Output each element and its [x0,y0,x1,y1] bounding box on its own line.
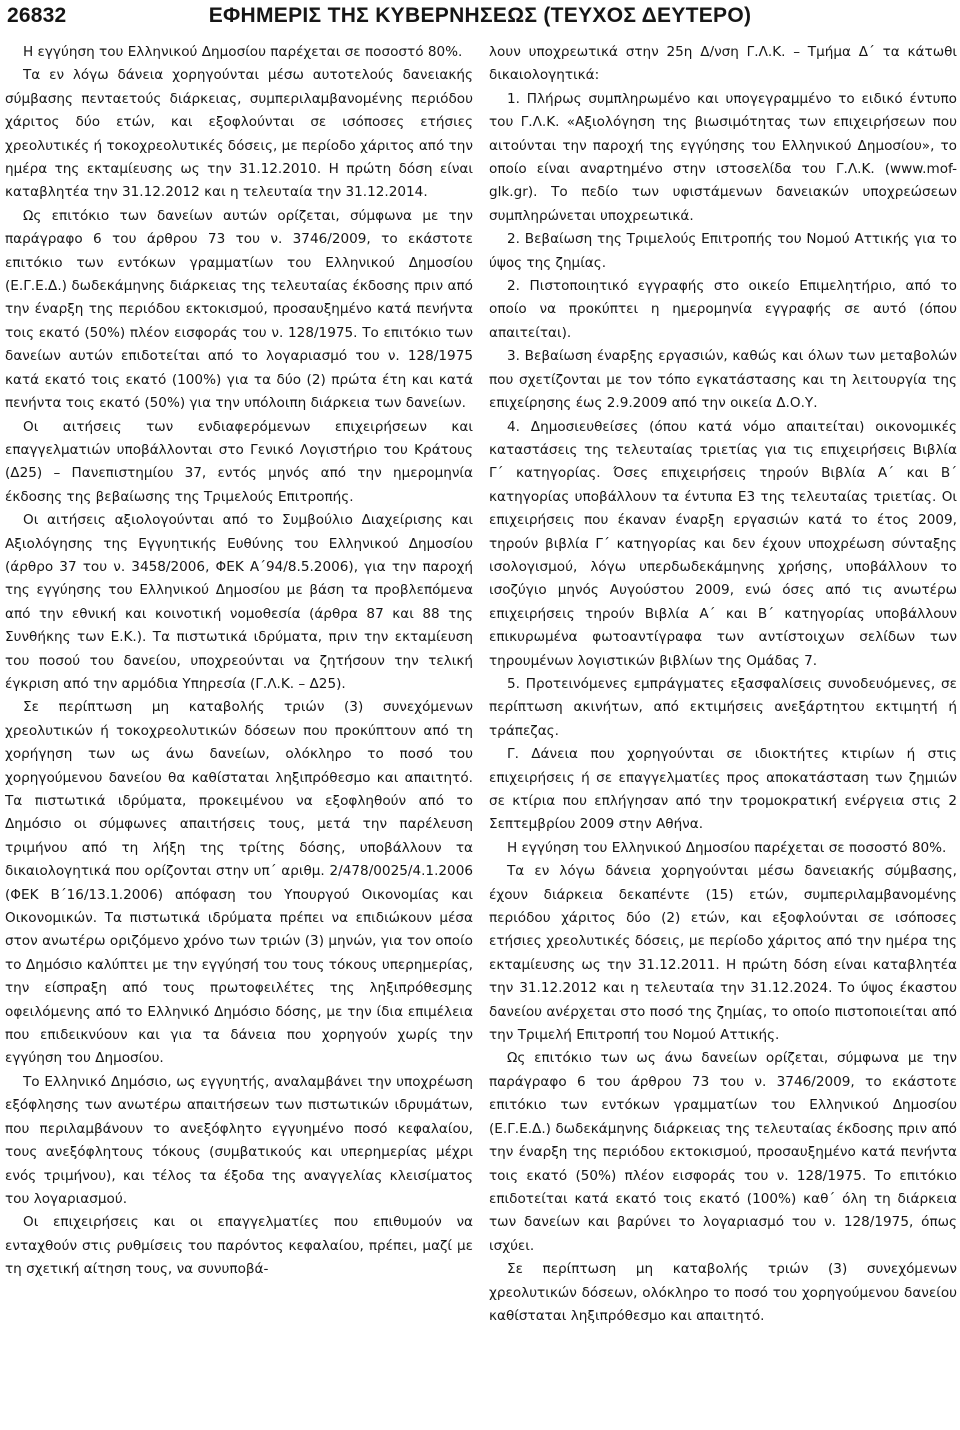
paragraph: Σε περίπτωση μη καταβολής τριών (3) συνεχόμενων χρεολυτικών δόσεων, ολόκληρο το ποσό του χορηγούμενου δανείου καθίσταται ληξιπρόθεσμο και απαιτητό. [489,1261,957,1324]
paragraph: Σε περίπτωση μη καταβολής τριών (3) συνεχόμενων χρεολυτικών ή τοκοχρεολυτικών δόσεων που προκύπτουν από τη χορήγηση των ως άνω δανείων, ολόκληρο το ποσό του χορηγούμενου δανείου θα καθίσταται ληξιπρόθεσμο και απαιτητό. Τα πιστωτικά ιδρύματα, προκειμένου να εξοφληθούν από το Δημόσιο οι σύμφωνες απαιτήσεις τους, μετά την παρέλευση τριμήνου από τη λήξη της τρίτης δόσης, υποβάλλουν τα δικαιολογητικά που ορίζονται στην υπ΄ αριθμ. 2/478/0025/4.1.2006 (ΦΕΚ Β΄16/13.1.2006) απόφαση του Υπουργού Οικονομίας και Οικονομικών. Τα πιστωτικά ιδρύματα πρέπει να επιδιώκουν μέσα στον ανωτέρω οριζόμενο χρόνο των τριών (3) μηνών, για τον οποίο το Δημόσιο καλύπτει με την εγγύησή του τους τόκους υπερημερίας, την είσπραξη από τους πρωτοφειλέτες της ληξιπρόθεσμης οφειλόμενης από το Ελληνικό Δημόσιο δόσης, με την ίδια επιμέλεια που επιδεικνύουν και για τα δάνεια που χορηγούν χωρίς την εγγύηση του Δημοσίου. [5,699,473,1067]
paragraph: λουν υποχρεωτικά στην 25η Δ/νση Γ.Λ.Κ. – Τμήμα Δ΄ τα κάτωθι δικαιολογητικά: [489,44,957,84]
paragraph: Η εγγύηση του Ελληνικού Δημοσίου παρέχεται σε ποσοστό 80%. [507,839,947,856]
paragraph: 2. Πιστοποιητικό εγγραφής στο οικείο Επιμελητήριο, από το οποίο να προκύπτει η ημερομηνία εγγραφής σε αυτό (όπου απαιτείται). [489,278,957,341]
paragraph: 3. Βεβαίωση έναρξης εργασιών, καθώς και όλων των μεταβολών που σχετίζονται με τον τόπο εγκατάστασης και τη λειτουργία της επιχείρησης έως 2.9.2009 από την οικεία Δ.Ο.Υ. [489,348,957,412]
paragraph: Οι επιχειρήσεις και οι επαγγελματίες που επιθυμούν να ενταχθούν στις ρυθμίσεις του παρόντος κεφαλαίου, πρέπει, μαζί με τη σχετική αίτηση τους, να συνυποβά- [5,1214,473,1278]
paragraph: Οι αιτήσεις των ενδιαφερόμενων επιχειρήσεων και επαγγελματιών υποβάλλονται στο Γενικό Λογιστήριο του Κράτους (Δ25) – Πανεπιστημίου 37, εντός μηνός από την ημερομηνία έκδοσης της βεβαίωσης της Τριμελούς Επιτροπής. [5,418,473,505]
right-column [489,41,957,1426]
page-number: 26832 [7,4,67,27]
paragraph: Ως επιτόκιο των ως άνω δανείων ορίζεται, σύμφωνα με την παράγραφο 6 του άρθρου 73 του ν. 3746/2009, το εκάστοτε επιτόκιο των εντόκων γραμματίων του Ελληνικού Δημοσίου (Ε.Γ.Ε.Δ.) δωδεκάμηνης διάρκειας της τελευταίας έκδοσης πριν από την έναρξη της περιόδου εκτοκισμού, προσαυξημένο κατά πενήντα τοις εκατό (50%) πλέον εισφοράς του ν. 128/1975. Το επιτόκιο επιδοτείται κατά εκατό τοις εκατό (100%) καθ΄ όλη τη διάρκεια των δανείων και βαρύνει το λογαριασμό του ν. 128/1975, όπως ισχύει. [489,1050,957,1254]
paragraph: Ως επιτόκιο των δανείων αυτών ορίζεται, σύμφωνα με την παράγραφο 6 του άρθρου 73 του ν. 3746/2009, το εκάστοτε επιτόκιο των εντόκων γραμματίων του Ελληνικού Δημοσίου (Ε.Γ.Ε.Δ.) δωδεκάμηνης διάρκειας της τελευταίας έκδοσης πριν από την έναρξη της περιόδου εκτοκισμού, προσαυξημένο κατά πενήντα τοις εκατό (50%) πλέον εισφοράς του ν. 128/1975. Το επιτόκιο των δανείων αυτών επιδοτείται από το λογαριασμό του ν. 128/1975 κατά εκατό τοις εκατό (100%) για τα δύο (2) πρώτα έτη και κατά πενήντα τοις εκατό (50%) για την υπόλοιπη διάρκεια των δανείων. [5,207,473,412]
paragraph: 1. Πλήρως συμπληρωμένο και υπογεγραμμένο το ειδικό έντυπο του Γ.Λ.Κ. «Αξιολόγηση της βιωσιμότητας των επιχειρήσεων που αιτούνται την παροχή της εγγύησης του Ελληνικού Δημοσίου», το οποίο είναι αναρτημένο στην ιστοσελίδα του Γ.Λ.Κ. (www.mof-glk.gr). Το πεδίο των υφιστάμενων δανειακών υποχρεώσεων συμπληρώνεται υποχρεωτικά. [489,90,957,224]
paragraph: 5. Προτεινόμενες εμπράγματες εξασφαλίσεις συνοδευόμενες, σε περίπτωση ακινήτων, από εκτιμήσεις ανεξάρτητου εκτιμητή ή τράπεζας. [489,675,957,739]
paragraph: Τα εν λόγω δάνεια χορηγούνται μέσω δανειακής σύμβασης, έχουν διάρκεια δεκαπέντε (15) ετών, συμπεριλαμβανομένης περιόδου χάριτος δύο (2) ετών, και εξοφλούνται σε ισόποσες ετήσιες χρεολυτικές δόσεις, με περίοδο χάριτος από την ημέρα της εκταμίευσης ως την 31.12.2011. Η πρώτη δόση είναι καταβλητέα την 31.12.2012 και η τελευταία την 31.12.2024. Το ύψος έκαστου δανείου ανέρχεται στο ποσό της ζημίας, το οποίο πιστοποιείται από την Τριμελή Επιτροπή του Νομού Αττικής. [489,863,957,1044]
left-column [5,41,473,1426]
paragraph: Γ. Δάνεια που χορηγούνται σε ιδιοκτήτες κτιρίων ή στις επιχειρήσεις ή σε επαγγελματίες προς αποκατάσταση των ζημιών σε κτίρια που επλήγησαν από την τρομοκρατική ενέργεια στις 2 Σεπτεμβρίου 2009 στην Αθήνα. [489,746,957,833]
paragraph: 2. Βεβαίωση της Τριμελούς Επιτροπής του Νομού Αττικής για το ύψος της ζημίας. [489,231,957,271]
paragraph: Οι αιτήσεις αξιολογούνται από το Συμβούλιο Διαχείρισης και Αξιολόγησης της Εγγυητικής Ευθύνης του Ελληνικού Δημοσίου (άρθρο 37 του ν. 3458/2006, ΦΕΚ Α΄94/8.5.2006), για την παροχή της εγγύησης του Ελληνικού Δημοσίου με βάση τα προβλεπόμενα από την εθνική και κοινοτική νομοθεσία (άρθρα 87 και 88 της Συνθήκης των Ε.Κ.). Τα πιστωτικά ιδρύματα, πριν την εκταμίευση του ποσού του δανείου, υποχρεούνται να ζητήσουν την τελική έγκριση από την αρμόδια Υπηρεσία (Γ.Λ.Κ. – Δ25). [5,512,473,692]
paragraph: 4. Δημοσιευθείσες (όπου κατά νόμο απαιτείται) οικονομικές καταστάσεις της τελευταίας τριετίας για τις επιχειρήσεις Βιβλία Γ΄ κατηγορίας. Όσες επιχειρήσεις τηρούν Βιβλία Α΄ και Β΄ κατηγορίας υποβάλλουν τα έντυπα Ε3 της τελευταίας τριετίας. Οι επιχειρήσεις που έκαναν έναρξη εργασιών κατά το έτος 2009, τηρούν βιβλία Γ΄ κατηγορίας και δεν έχουν υποχρέωση σύνταξης ισολογισμού, λόγω υπερδωδεκάμηνης χρήσης, υποβάλλουν το ισοζύγιο μηνός Αυγούστου 2009, ενώ όσες από τις ανωτέρω επιχειρήσεις τηρούν Βιβλία Α΄ και Β΄ κατηγορίας υποβάλλουν επικυρωμένα φωτοαντίγραφα των αντίστοιχων σελίδων των τηρουμένων λογιστικών βιβλίων της Ομάδας 7. [489,418,957,669]
page-header [0,0,960,34]
paragraph: Τα εν λόγω δάνεια χορηγούνται μέσω αυτοτελούς δανειακής σύμβασης πενταετούς διάρκειας, συμπεριλαμβανομένης περιόδου χάριτος δύο ετών, και εξοφλούνται σε ισόποσες ετήσιες χρεολυτικές ή τοκοχρεολυτικές δόσεις, με περίοδο χάριτος από την ημέρα της εκταμίευσης ως την 31.12.2010. Η πρώτη δόση είναι καταβλητέα την 31.12.2012 και η τελευταία την 31.12.2014. [5,67,473,201]
journal-title: ΕΦΗΜΕΡΙΣ ΤΗΣ ΚΥΒΕΡΝΗΣΕΩΣ (ΤΕΥΧΟΣ ΔΕΥΤΕΡΟ) [208,4,752,27]
paragraph: Η εγγύηση του Ελληνικού Δημοσίου παρέχεται σε ποσοστό 80%. [23,44,463,60]
paragraph: Το Ελληνικό Δημόσιο, ως εγγυητής, αναλαμβάνει την υποχρέωση εξόφλησης των ανωτέρω απαιτήσεων των πιστωτικών ιδρυμάτων, που περιλαμβάνουν το ανεξόφλητο εγγυημένο ποσό κεφαλαίου, τους ανεξόφλητους τόκους (συμβατικούς και υπερημερίας μέχρι ενός τριμήνου), και τέλος τα έξοδα της αναγγελίας κλεισίματος του λογαριασμού. [5,1073,473,1207]
